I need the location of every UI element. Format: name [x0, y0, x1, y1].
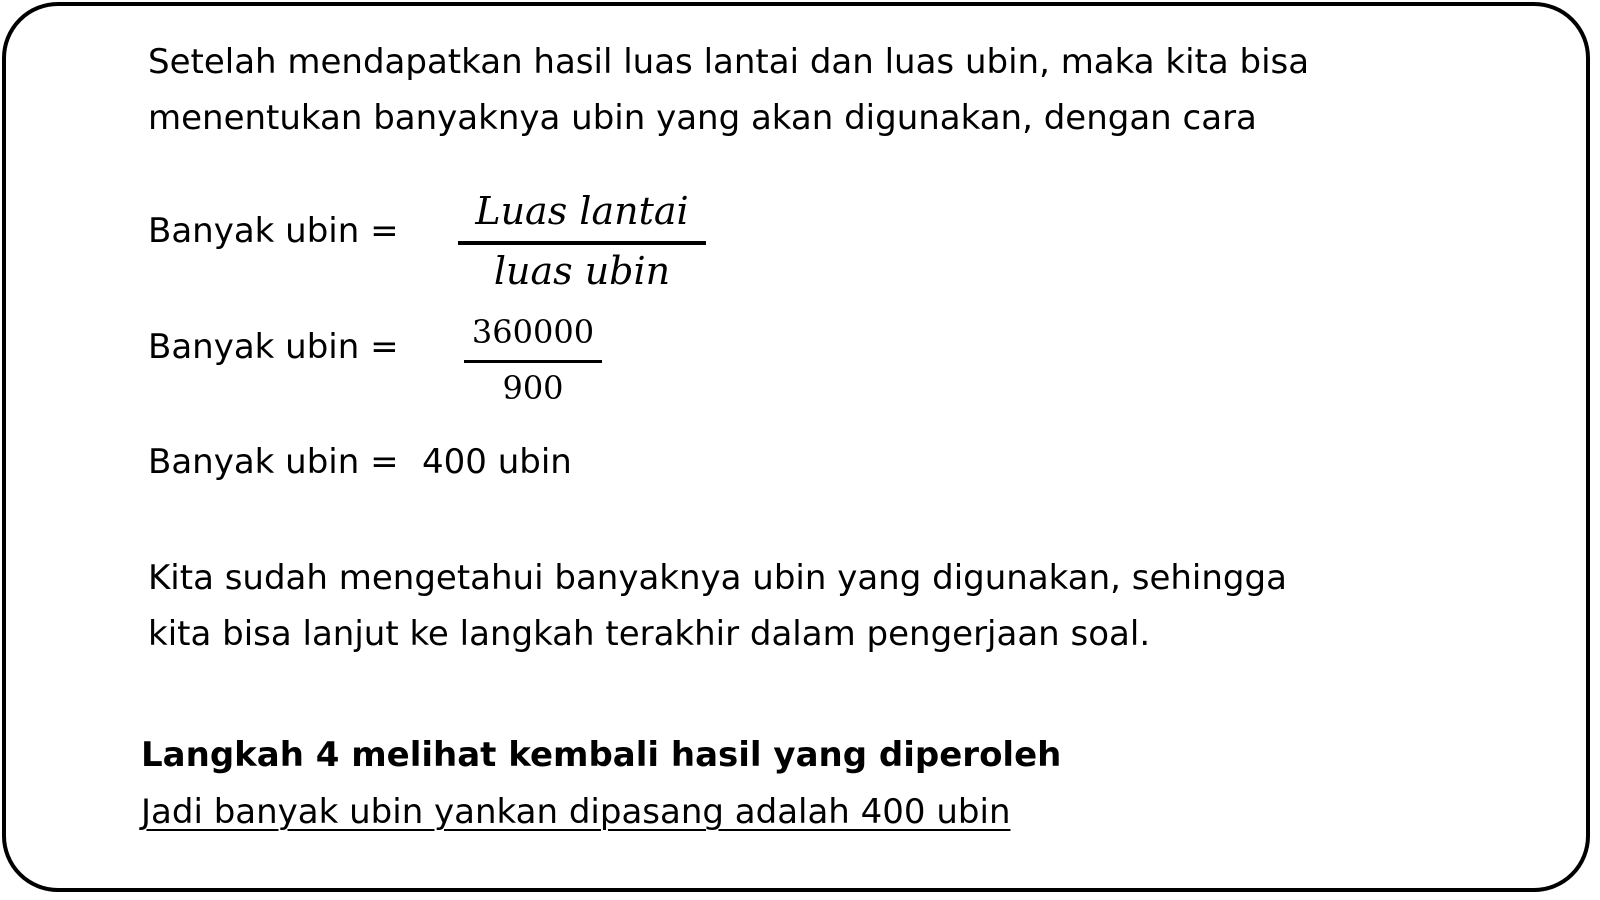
- fraction-denominator-value: 900: [502, 369, 564, 407]
- intro-line-1: Setelah mendapatkan hasil luas lantai dan luas ubin, maka kita bisa: [148, 42, 1310, 82]
- intro-line-2: menentukan banyaknya ubin yang akan digunakan, dengan cara: [148, 98, 1257, 138]
- fraction-bar: [458, 241, 706, 245]
- fraction-denominator: luas ubin: [493, 249, 671, 293]
- summary-line-1: Kita sudah mengetahui banyaknya ubin yang digunakan, sehingga: [148, 558, 1287, 598]
- step-3-result: 400 ubin: [422, 442, 572, 482]
- step-1-label: Banyak ubin =: [148, 211, 399, 251]
- step-4-heading: Langkah 4 melihat kembali hasil yang diperoleh: [141, 735, 1062, 775]
- fraction-numerator-value: 360000: [471, 313, 595, 351]
- fraction-bar: [464, 360, 602, 363]
- step-2-label: Banyak ubin =: [148, 327, 399, 367]
- fraction-values: [464, 310, 602, 410]
- summary-line-2: kita bisa lanjut ke langkah terakhir dalam pengerjaan soal.: [148, 614, 1151, 654]
- step-3-label: Banyak ubin =: [148, 442, 399, 482]
- intro-paragraph: [148, 34, 1309, 146]
- summary-paragraph: [148, 550, 1287, 662]
- fraction-numerator: Luas lantai: [475, 189, 689, 233]
- conclusion-text: Jadi banyak ubin yankan dipasang adalah 400 ubin: [141, 792, 1011, 832]
- fraction-formula: [458, 186, 706, 298]
